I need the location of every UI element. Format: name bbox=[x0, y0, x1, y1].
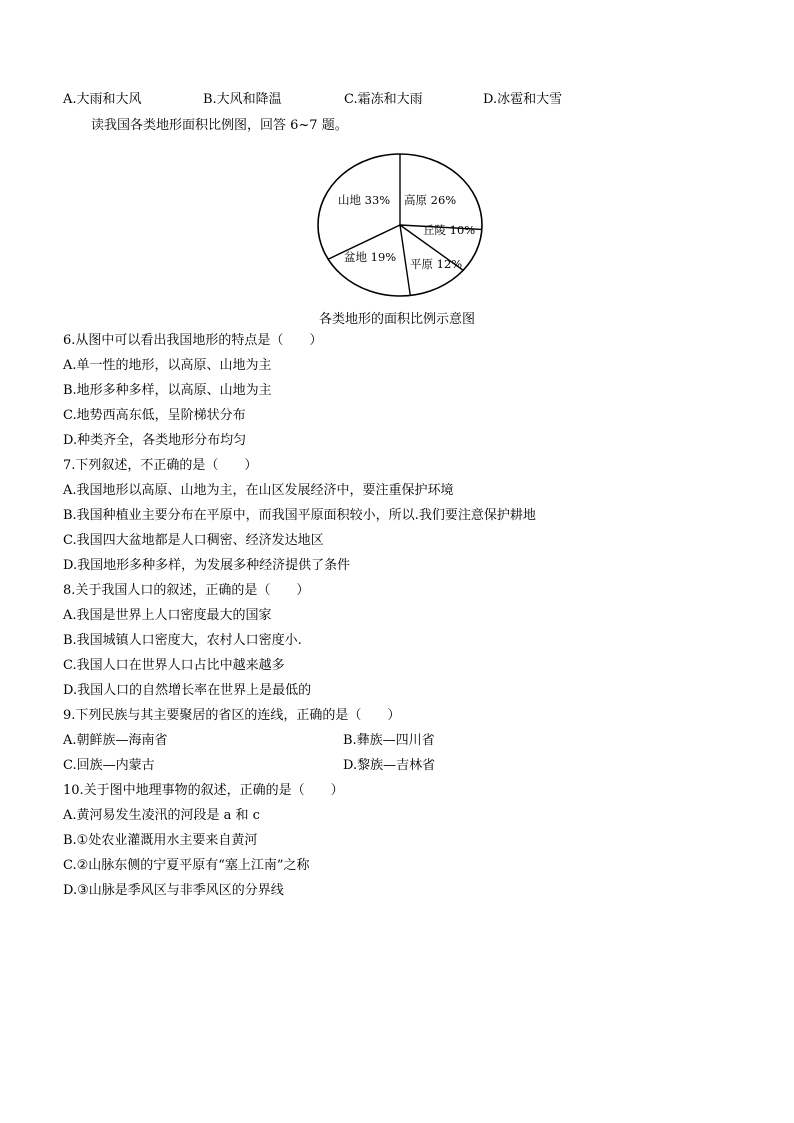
q5-options-row bbox=[63, 91, 763, 109]
pie-slice-label-高原: 高原 26% bbox=[404, 193, 457, 207]
q8-option-d: D.我国人口的自然增长率在世界上是最低的 bbox=[63, 683, 312, 698]
pie-slice-label-山地: 山地 33% bbox=[338, 193, 391, 207]
q10-option-a: A.黄河易发生凌汛的河段是 a 和 c bbox=[63, 808, 260, 823]
q9-option-d: D.黎族—吉林省 bbox=[343, 758, 436, 773]
q9-option-a: A.朝鲜族—海南省 bbox=[63, 733, 168, 748]
q9-option-c: C.回族—内蒙古 bbox=[63, 758, 155, 773]
chart-caption: 各类地形的面积比例示意图 bbox=[318, 312, 475, 327]
q6-stem: 6.从图中可以看出我国地形的特点是（ ） bbox=[63, 333, 323, 348]
q8-stem: 8.关于我国人口的叙述，正确的是（ ） bbox=[63, 583, 310, 598]
q9-option-b: B.彝族—四川省 bbox=[343, 733, 435, 748]
q10-option-d: D.③山脉是季风区与非季风区的分界线 bbox=[63, 883, 284, 898]
q6-option-d: D.种类齐全，各类地形分布均匀 bbox=[63, 433, 247, 448]
q10-stem: 10.关于图中地理事物的叙述，正确的是（ ） bbox=[63, 783, 344, 798]
q5-option-b: B.大风和降温 bbox=[203, 92, 282, 107]
q7-stem: 7.下列叙述，不正确的是（ ） bbox=[63, 458, 258, 473]
q8-option-a: A.我国是世界上人口密度最大的国家 bbox=[63, 608, 272, 623]
reading-intro: 读我国各类地形面积比例图，回答 6~7 题。 bbox=[91, 118, 348, 133]
q7-option-a: A.我国地形以高原、山地为主，在山区发展经济中，要注重保护环境 bbox=[63, 483, 454, 498]
q10-option-b: B.①处农业灌溉用水主要来自黄河 bbox=[63, 833, 258, 848]
q7-option-c: C.我国四大盆地都是人口稠密、经济发达地区 bbox=[63, 533, 324, 548]
q5-option-d: D.冰雹和大雪 bbox=[483, 92, 563, 107]
q10-option-c: C.②山脉东侧的宁夏平原有“塞上江南”之称 bbox=[63, 858, 310, 873]
q6-option-b: B.地形多种多样，以高原、山地为主 bbox=[63, 383, 272, 398]
pie-slice-label-丘陵: 丘陵 10% bbox=[423, 223, 476, 237]
q8-option-b: B.我国城镇人口密度大，农村人口密度小. bbox=[63, 633, 302, 648]
q9-options-row-2 bbox=[63, 757, 763, 775]
terrain-pie-chart bbox=[316, 152, 484, 298]
q9-stem: 9.下列民族与其主要聚居的省区的连线，正确的是（ ） bbox=[63, 708, 401, 723]
q9-options-row-1 bbox=[63, 732, 763, 750]
q5-option-c: C.霜冻和大雨 bbox=[344, 92, 423, 107]
q7-option-b: B.我国种植业主要分布在平原中，而我国平原面积较小，所以.我们要注意保护耕地 bbox=[63, 508, 536, 523]
q5-option-a: A.大雨和大风 bbox=[63, 92, 142, 107]
pie-slice-label-平原: 平原 12% bbox=[410, 257, 463, 271]
q7-option-d: D.我国地形多种多样，为发展多种经济提供了条件 bbox=[63, 558, 351, 573]
q6-option-c: C.地势西高东低，呈阶梯状分布 bbox=[63, 408, 246, 423]
pie-slice-label-盆地: 盆地 19% bbox=[344, 250, 397, 264]
q8-option-c: C.我国人口在世界人口占比中越来越多 bbox=[63, 658, 285, 673]
q6-option-a: A.单一性的地形，以高原、山地为主 bbox=[63, 358, 272, 373]
pie-svg bbox=[316, 152, 484, 298]
